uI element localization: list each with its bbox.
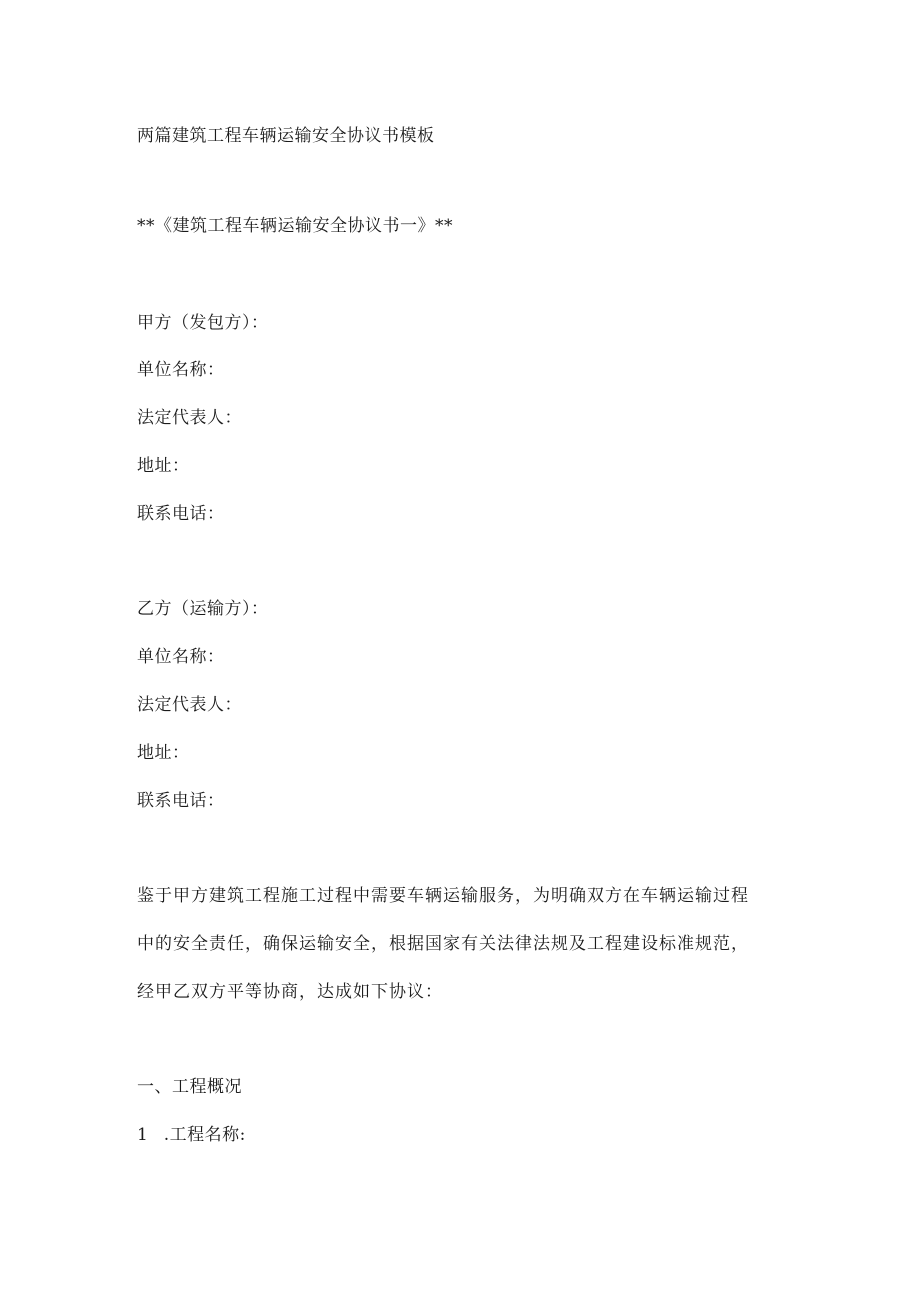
party-a-phone: 联系电话： (137, 504, 225, 524)
section-1-heading: 一、工程概况 (137, 1077, 242, 1097)
preamble-line-3: 经甲乙双方平等协商，达成如下协议： (137, 982, 443, 1002)
preamble-line-1: 鉴于甲方建筑工程施工过程中需要车辆运输服务，为明确双方在车辆运输过程 (137, 886, 749, 906)
party-a-address: 地址： (137, 456, 190, 476)
party-b-legal-rep: 法定代表人： (137, 695, 242, 715)
preamble-line-2: 中的安全责任，确保运输安全，根据国家有关法律法规及工程建设标准规范， (137, 934, 749, 954)
party-b-unit-name: 单位名称： (137, 647, 225, 667)
document-title: 两篇建筑工程车辆运输安全协议书模板 (137, 126, 435, 146)
party-b-address: 地址： (137, 743, 190, 763)
agreement-subtitle: **《建筑工程车辆运输安全协议书一》** (137, 216, 453, 236)
party-a-legal-rep: 法定代表人： (137, 408, 242, 428)
item-number: 1 (137, 1125, 150, 1145)
section-1-item-1 (137, 1123, 246, 1147)
party-a-unit-name: 单位名称： (137, 360, 225, 380)
item-label: .工程名称: (163, 1125, 246, 1145)
party-a-heading: 甲方（发包方）： (137, 313, 269, 333)
party-b-heading: 乙方（运输方）： (137, 599, 269, 619)
party-b-phone: 联系电话： (137, 791, 225, 811)
